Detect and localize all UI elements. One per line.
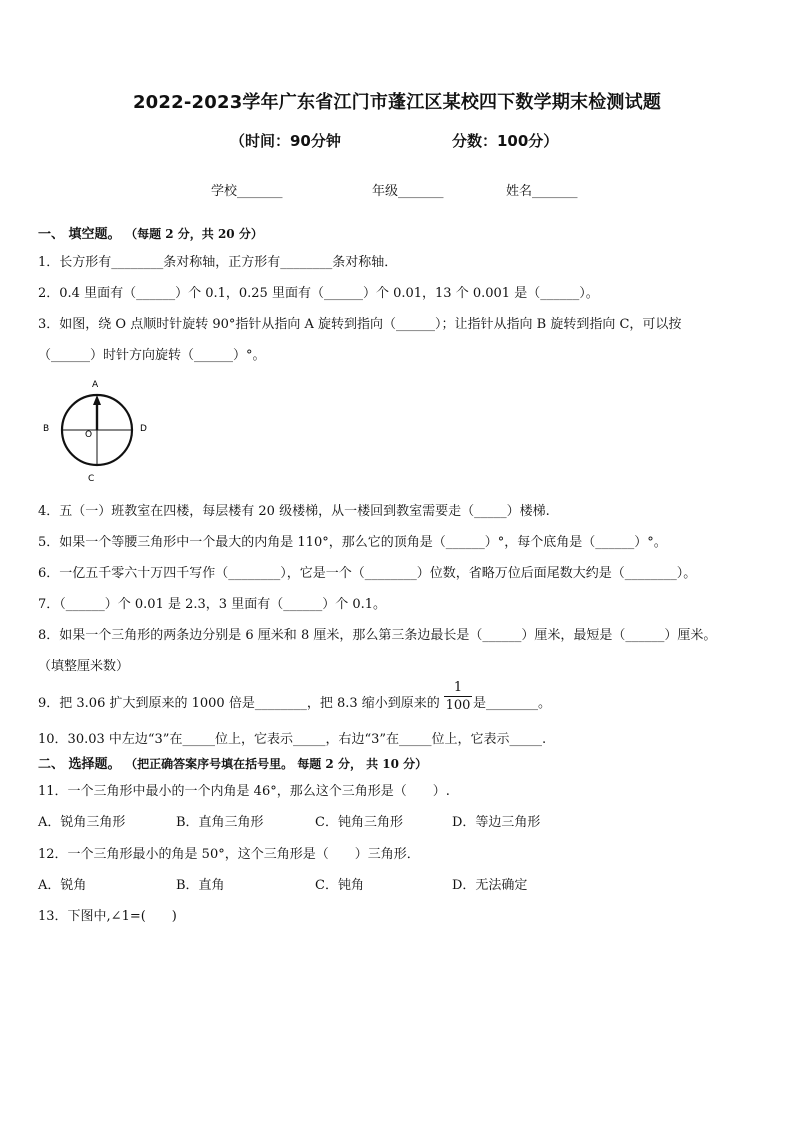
q12-option-d: D．无法确定 [452, 878, 528, 893]
section-1-note: （每题 2 分，共 20 分） [125, 227, 263, 241]
page-title: 2022-2023学年广东省江门市蓬江区某校四下数学期末检测试题 [132, 92, 662, 113]
dial-label-c: C [88, 474, 95, 484]
q11-option-d: D．等边三角形 [452, 815, 541, 830]
question-5: 5．如果一个等腰三角形中一个最大的内角是 110°，那么它的顶角是（______）°，每个底角是（______）°。 [38, 535, 667, 550]
dial-label-a: A [92, 380, 99, 390]
question-13: 13．下图中,∠1=( ) [38, 909, 177, 924]
question-12: 12．一个三角形最小的角是 50°，这个三角形是（ ）三角形． [38, 847, 420, 862]
exam-time: （时间：90分钟 [230, 132, 341, 150]
question-4: 4．五（一）班教室在四楼，每层楼有 20 级楼梯，从一楼回到教室需要走（_____）楼梯. [38, 504, 550, 519]
grade-field: 年级_______ [372, 184, 444, 199]
q12-option-b: B．直角 [176, 878, 225, 893]
section-2-heading [38, 753, 427, 772]
q12-option-c: C．钝角 [315, 878, 364, 893]
section-1-heading [38, 223, 263, 242]
q11-option-a: A．锐角三角形 [38, 815, 126, 830]
q11-option-b: B．直角三角形 [176, 815, 264, 830]
fraction-denominator: 100 [445, 698, 471, 713]
dial-label-b: B [43, 424, 50, 434]
question-10: 10．30.03 中左边“3”在_____位上，它表示_____，右边“3”在_____位上，它表示_____. [38, 732, 547, 747]
question-3-line-1: 3．如图，绕 O 点顺时针旋转 90°指针从指向 A 旋转到指向（______）；让指针从指向 B 旋转到指向 C，可以按 [38, 317, 682, 332]
question-9-before: 9．把 3.06 扩大到原来的 1000 倍是________，把 8.3 缩小到原来的 [38, 696, 440, 711]
section-2-note: （把正确答案序号填在括号里。 每题 2 分， 共 10 分） [125, 757, 428, 771]
dial-label-d: D [140, 424, 147, 434]
question-1: 1．长方形有________条对称轴，正方形有________条对称轴． [38, 255, 398, 270]
question-11: 11．一个三角形中最小的一个内角是 46°，那么这个三角形是（ ）. [38, 784, 450, 799]
question-7: 7．（______）个 0.01 是 2.3，3 里面有（______）个 0.1。 [38, 597, 386, 612]
question-9-after: 是________。 [473, 696, 552, 711]
question-2: 2．0.4 里面有（______）个 0.1，0.25 里面有（______）个 0.01，13 个 0.001 是（______）。 [38, 286, 599, 301]
question-3-line-2: （______）时针方向旋转（______）°。 [38, 348, 266, 363]
exam-score: 分数：100分） [452, 132, 559, 150]
q12-option-a: A．锐角 [38, 878, 87, 893]
fraction-numerator: 1 [453, 680, 463, 695]
name-field: 姓名_______ [506, 184, 578, 199]
fraction-bar [444, 696, 472, 697]
q11-option-c: C．钝角三角形 [315, 815, 403, 830]
school-field: 学校_______ [211, 184, 283, 199]
pointer-arrowhead [93, 395, 101, 405]
question-6: 6．一亿五千零六十万四千写作（________），它是一个（________）位数，省略万位后面尾数大约是（________）。 [38, 566, 697, 581]
question-8-line-2: （填整厘米数） [38, 659, 130, 674]
section-2-title: 二、 选择题。 [38, 757, 121, 772]
question-8-line-1: 8．如果一个三角形的两条边分别是 6 厘米和 8 厘米，那么第三条边最长是（______）厘米，最短是（______）厘米。 [38, 628, 717, 643]
dial-label-o: O [85, 430, 93, 440]
clock-dial-figure [36, 375, 156, 487]
fraction-one-hundredth [444, 680, 472, 713]
section-1-title: 一、 填空题。 [38, 227, 121, 242]
